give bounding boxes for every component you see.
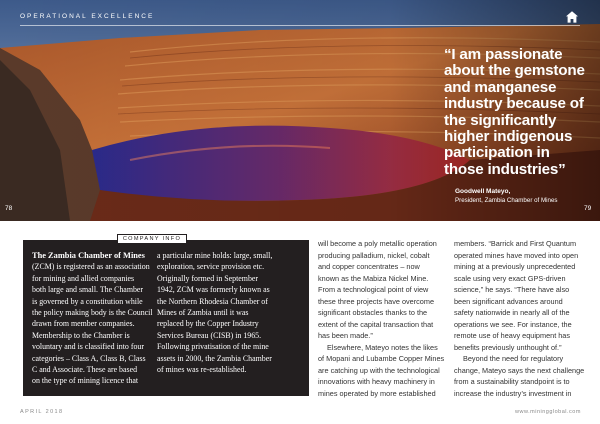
home-icon[interactable]	[565, 10, 579, 24]
text-line: been significant advances around	[454, 296, 563, 306]
text-line: C and Associate. These are based	[32, 365, 138, 375]
text-line: producing palladium, nickel, cobalt	[318, 250, 430, 260]
text-line: Mines of Zambia until it was	[157, 308, 249, 318]
text-line: the Northern Rhodesia Chamber of	[157, 296, 268, 306]
quote-author: Goodwell Mateyo,	[455, 188, 511, 195]
text-line: assets in 2000, the Zambia Chamber	[157, 353, 272, 363]
text-line: for mining and allied companies	[32, 273, 135, 283]
text-line: both large and small. The Chamber	[32, 285, 144, 295]
article-column-3	[318, 238, 444, 399]
text-line: has been made.”	[318, 331, 373, 340]
text-line: the policy making body is the Council	[32, 308, 153, 318]
text-line: are catching up with the technological	[318, 365, 440, 375]
quote-line: those industries”	[444, 160, 566, 178]
text-line: these three projects have overcome	[318, 296, 435, 306]
text-line: significant obstacles thanks to the	[318, 308, 428, 317]
page-number-right: 79	[584, 205, 592, 212]
text-line: Beyond the need for regulatory	[463, 354, 564, 363]
header-rule	[20, 25, 580, 26]
text-line: scale using very exact GPS-driven	[454, 273, 566, 283]
text-line: safety nationwide in nearly all of the	[454, 308, 570, 317]
text-line: voluntary and is classified into four	[32, 342, 144, 352]
company-info-heading: The Zambia Chamber of Mines	[32, 251, 145, 260]
quote-line: and manganese	[444, 78, 557, 96]
company-info-column-1	[32, 250, 153, 387]
text-line: will become a poly metallic operation	[318, 239, 437, 248]
text-line: increase the industry’s investment in	[454, 388, 572, 398]
text-line: benefits previously unthought of.”	[454, 342, 562, 352]
text-line: Elsewhere, Mateyo notes the likes	[327, 342, 438, 352]
text-line: of Mopani and Lubambe Copper Mines	[318, 354, 445, 363]
company-info-tab: COMPANY INFO	[117, 234, 187, 244]
text-line: from a sustainability standpoint is to	[454, 377, 570, 386]
text-line: drawn from member companies.	[32, 319, 135, 329]
article-column-4	[454, 238, 584, 399]
text-line: (ZCM) is registered as an association	[32, 262, 150, 272]
text-line: of mines was re-established.	[157, 365, 247, 375]
text-line: Following privatisation of the mine	[157, 342, 269, 352]
quote-line: participation in	[444, 144, 550, 162]
text-line: members. “Barrick and First Quantum	[454, 239, 577, 248]
text-line: operations we see. For instance, the	[454, 319, 572, 329]
text-line: Membership to the Chamber is	[32, 330, 130, 340]
quote-line: industry because of	[444, 95, 584, 113]
section-label: OPERATIONAL EXCELLENCE	[20, 13, 155, 20]
quote-line: the significantly	[444, 111, 557, 129]
text-line: extent of the capital transaction that	[318, 319, 434, 329]
text-line: 1942, ZCM was formerly known as	[157, 285, 270, 295]
text-line: and copper concentrates – now	[318, 262, 420, 271]
quote-line: “I am passionate	[444, 46, 563, 63]
text-line: operated mines have moved into open	[454, 250, 579, 260]
footer-url[interactable]: www.miningglobal.com	[515, 409, 581, 415]
quote-author-title: President, Zambia Chamber of Mines	[455, 197, 558, 204]
text-line: categories – Class A, Class B, Class	[32, 353, 146, 363]
text-line: science,” he says. “There have also	[454, 285, 570, 294]
text-line: From a technological point of view	[318, 285, 429, 294]
text-line: change, Mateyo says the next challenge	[454, 365, 585, 375]
company-info-column-2	[157, 250, 272, 375]
text-line: known as the Mabiza Nickel Mine.	[318, 273, 429, 283]
text-line: is governed by a constitution while	[32, 296, 143, 306]
text-line: remote use of heavy equipment has	[454, 331, 571, 340]
text-line: a particular mine holds: large, small,	[157, 251, 273, 260]
pull-quote	[444, 47, 594, 178]
quote-line: about the gemstone	[444, 62, 585, 80]
text-line: innovations with heavy machinery in	[318, 377, 435, 386]
text-line: replaced by the Copper Industry	[157, 319, 259, 329]
text-line: mines operated by more established	[318, 388, 436, 398]
text-line: exploration, service provision etc.	[157, 262, 265, 272]
text-line: Originally formed in September	[157, 273, 259, 283]
quote-line: higher indigenous	[444, 128, 573, 146]
text-line: Services Bureau (CISB) in 1965.	[157, 330, 262, 340]
text-line: mining at a previously unprecedented	[454, 262, 576, 271]
footer-date: APRIL 2018	[20, 409, 64, 415]
text-line: on the type of mining licence that	[32, 376, 139, 386]
page-number-left: 78	[5, 205, 13, 212]
